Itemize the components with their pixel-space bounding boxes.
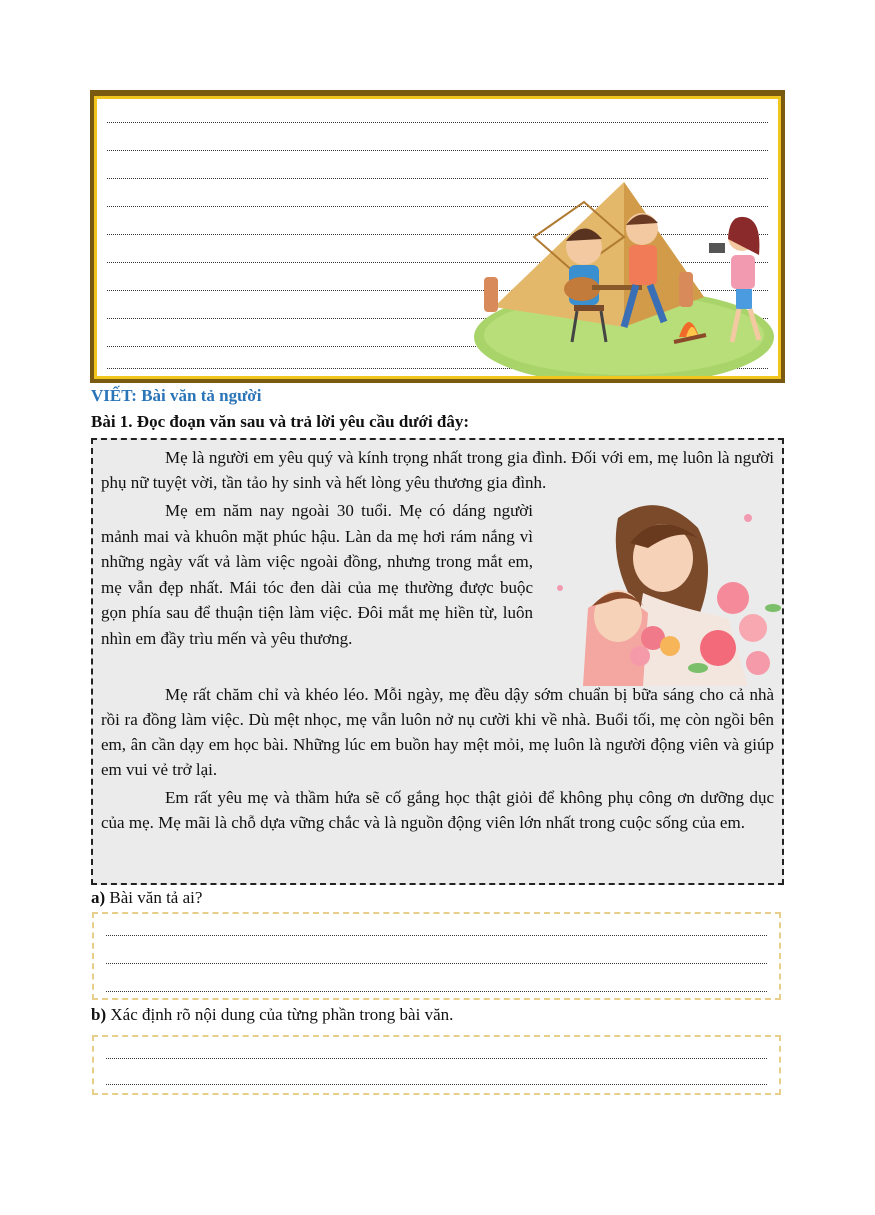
question-a-text: Bài văn tả ai? [109, 888, 203, 907]
question-b-label: b) [91, 1005, 107, 1024]
answer-line[interactable] [106, 934, 767, 936]
question-a [91, 888, 202, 908]
exercise-title: Bài 1. Đọc đoạn văn sau và trả lời yêu cầu dưới đây: [91, 412, 470, 431]
answer-line[interactable] [106, 1057, 767, 1059]
answer-line[interactable] [106, 990, 767, 992]
question-b-text: Xác định rõ nội dung của từng phần trong bài văn. [110, 1005, 454, 1024]
question-b [91, 1005, 453, 1025]
answer-line[interactable] [106, 1083, 767, 1085]
answer-line[interactable] [106, 962, 767, 964]
top-writing-area [94, 96, 781, 379]
writing-line[interactable] [107, 149, 768, 151]
writing-line[interactable] [107, 121, 768, 123]
answer-box-a [92, 912, 781, 1000]
paragraph-4: Em rất yêu mẹ và thầm hứa sẽ cố gắng học thật giỏi để không phụ công ơn dưỡng dục của mẹ. Mẹ mãi là chỗ dựa vững chắc và là nguồn động viên lớn nhất trong cuộc sống của em. [101, 788, 774, 832]
camping-family-illustration [474, 177, 774, 379]
question-a-label: a) [91, 888, 106, 907]
mother-daughter-illustration [548, 498, 782, 686]
paragraph-1: Mẹ là người em yêu quý và kính trọng nhất trong gia đình. Đối với em, mẹ luôn là người phụ nữ tuyệt vời, tần tảo hy sinh và hết lòng yêu thương gia đình. [101, 448, 774, 492]
top-writing-frame [90, 90, 785, 383]
paragraph-3: Mẹ rất chăm chỉ và khéo léo. Mỗi ngày, mẹ đều dậy sớm chuẩn bị bữa sáng cho cả nhà rồi ra đồng làm việc. Dù mệt nhọc, mẹ vẫn luôn nở nụ cười khi về nhà. Buổi tối, mẹ còn ngồi bên em, ân cần dạy em học bài. Những lúc em buồn hay mệt mỏi, mẹ luôn là người động viên và giúp em vui vẻ trở lại. [101, 685, 774, 779]
reading-passage-box [91, 438, 784, 885]
answer-box-b [92, 1035, 781, 1095]
section-title: VIẾT: Bài văn tả người [91, 386, 262, 405]
paragraph-2: Mẹ em năm nay ngoài 30 tuổi. Mẹ có dáng người mảnh mai và khuôn mặt phúc hậu. Làn da mẹ hơi rám nắng vì những ngày vất vả làm việc ngoài đồng, nhưng trong mắt em, mẹ vẫn đẹp nhất. Mái tóc đen dài của mẹ thường được buộc gọn phía sau để thuận tiện làm việc. Đôi mắt mẹ hiền từ, luôn nhìn em đầy trìu mến và yêu thương. [101, 501, 533, 648]
